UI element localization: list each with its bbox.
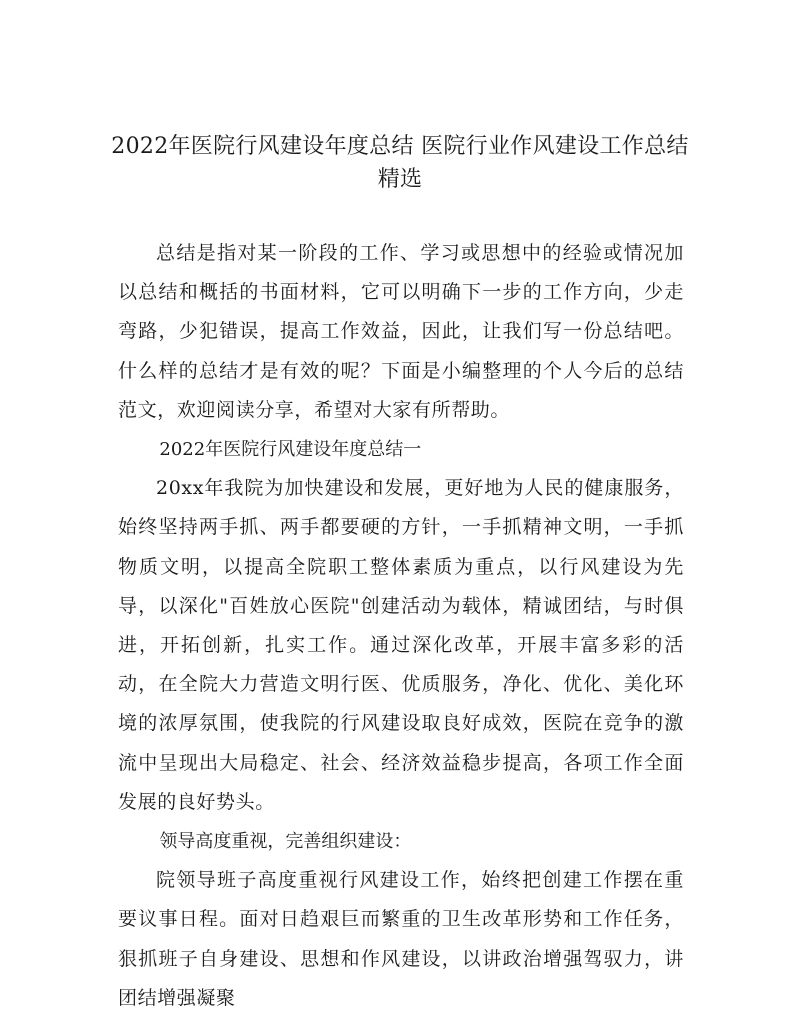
intro-paragraph: 总结是指对某一阶段的工作、学习或思想中的经验或情况加以总结和概括的书面材料，它可以明确下一步的工作方向，少走弯路，少犯错误，提高工作效益，因此，让我们写一份总结吧。什么样的总结才是有效的呢？下面是小编整理的个人今后的总结范文，欢迎阅读分享，希望对大家有所帮助。 [118, 242, 684, 421]
document-title: 2022年医院行风建设年度总结 医院行业作风建设工作总结精选 [111, 134, 689, 192]
document-body [118, 234, 684, 1018]
section-heading-leadership: 领导高度重视，完善组织建设： [159, 831, 412, 853]
body-paragraph-overview: 20xx年我院为加快建设和发展，更好地为人民的健康服务，始终坚持两手抓、两手都要硬的方针，一手抓精神文明，一手抓物质文明，以提高全院职工整体素质为重点，以行风建设为先导，以深化"百姓放心医院"创建活动为载体，精诚团结，与时俱进，开拓创新，扎实工作。通过深化改革，开展丰富多彩的活动，在全院大力营造文明行医、优质服务，净化、优化、美化环境的浓厚氛围，使我院的行风建设取良好成效，医院在竞争的激流中呈现出大局稳定、社会、经济效益稳步提高，各项工作全面发展的良好势头。 [118, 477, 684, 813]
section-heading-summary-one: 2022年医院行风建设年度总结一 [159, 439, 422, 461]
body-paragraph-leadership: 院领导班子高度重视行风建设工作，始终把创建工作摆在重要议事日程。面对日趋艰巨而繁重的卫生改革形势和工作任务，狠抓班子自身建设、思想和作风建设，以讲政治增强驾驭力，讲团结增强凝聚 [118, 869, 684, 1009]
